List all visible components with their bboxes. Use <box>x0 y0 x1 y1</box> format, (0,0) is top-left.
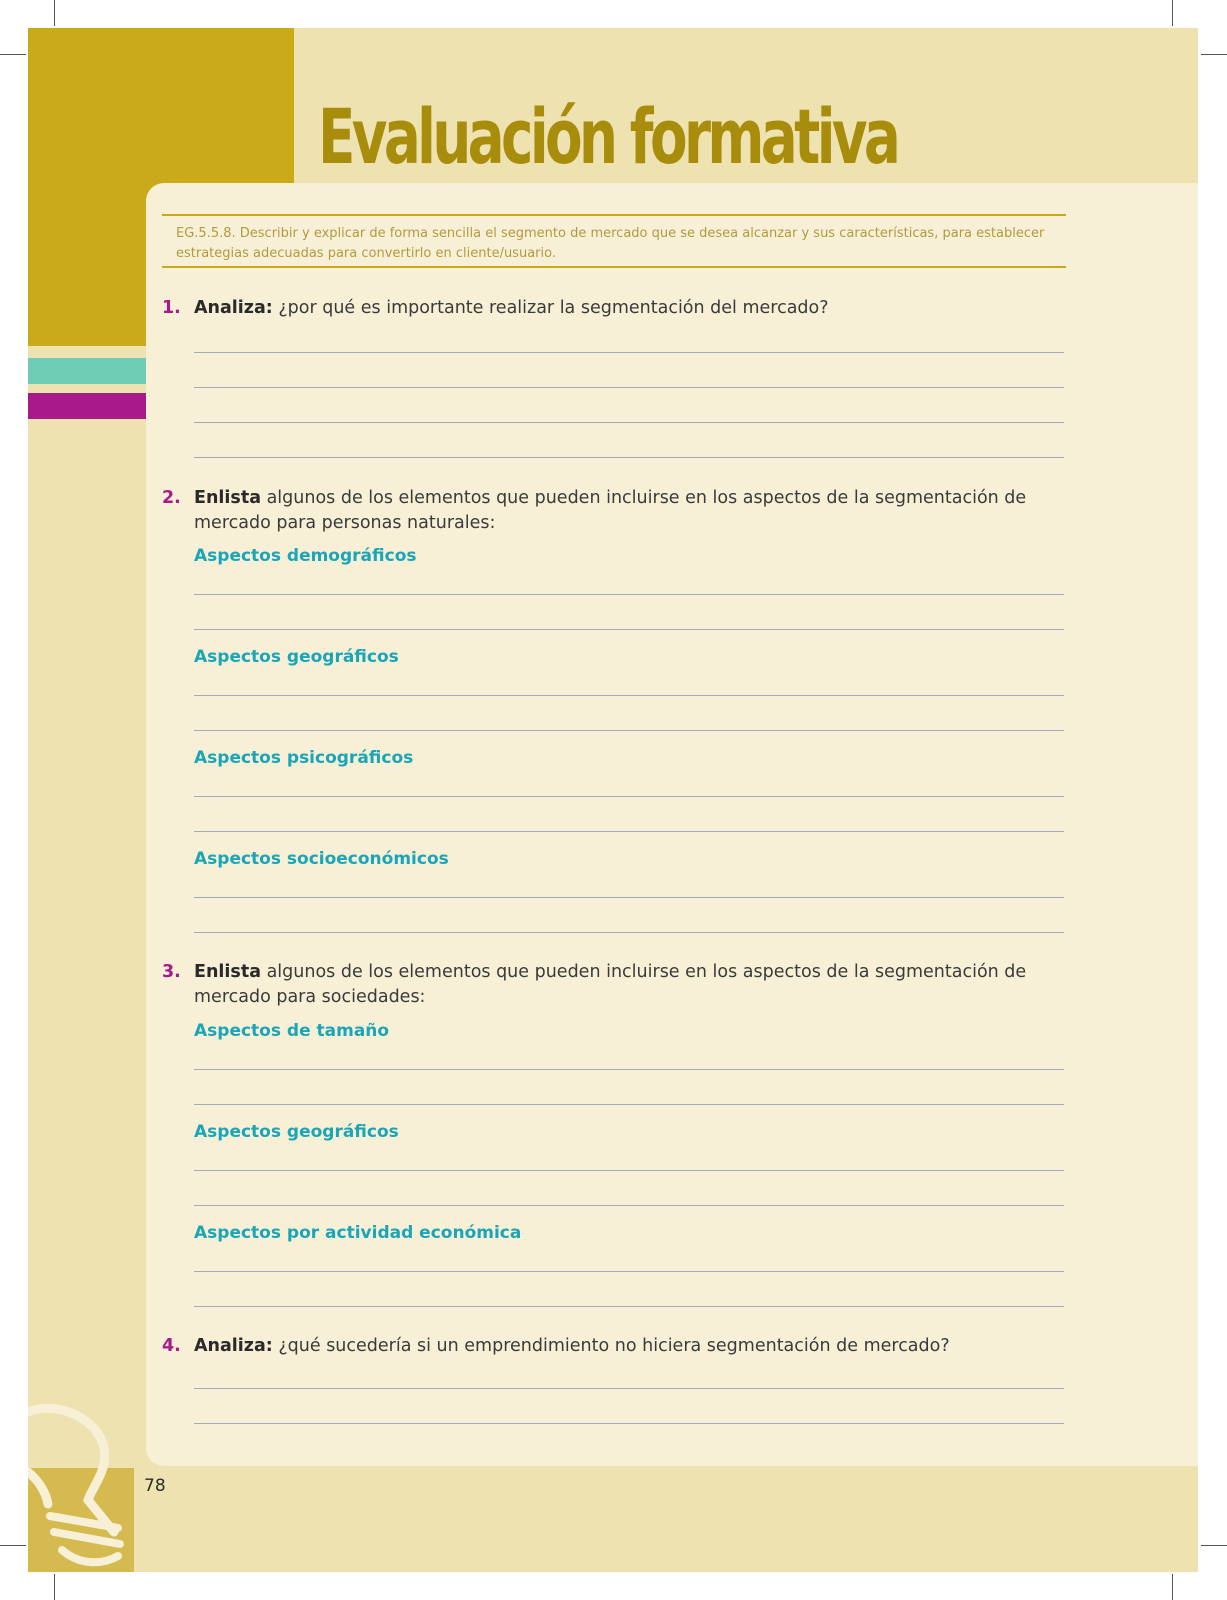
question-prompt: ¿qué sucedería si un emprendimiento no hiciera segmentación de mercado? <box>272 1336 950 1356</box>
answer-line[interactable] <box>194 796 1064 797</box>
question-prompt: algunos de los elementos que pueden incluirse en los aspectos de la segmentación de mercado para personas naturales: <box>194 488 1027 533</box>
answer-line[interactable] <box>194 695 1064 696</box>
question-number: 3. <box>162 962 181 982</box>
answer-line[interactable] <box>194 730 1064 731</box>
lightbulb-icon <box>28 1400 140 1572</box>
answer-line[interactable] <box>194 897 1064 898</box>
crop-mark <box>1201 1545 1227 1546</box>
teal-stripe <box>28 358 146 384</box>
question-number: 1. <box>162 298 181 318</box>
question-text <box>194 960 1066 1010</box>
answer-line[interactable] <box>194 1271 1064 1272</box>
answer-line[interactable] <box>194 1069 1064 1070</box>
answer-line[interactable] <box>194 1388 1064 1389</box>
answer-line[interactable] <box>194 387 1064 388</box>
subheading: Aspectos socioeconómicos <box>194 849 449 869</box>
question-verb: Enlista <box>194 488 262 508</box>
subheading: Aspectos demográficos <box>194 546 417 566</box>
question-prompt: ¿por qué es importante realizar la segmentación del mercado? <box>272 298 829 318</box>
answer-line[interactable] <box>194 1170 1064 1171</box>
subheading: Aspectos psicográficos <box>194 748 414 768</box>
subheading: Aspectos geográficos <box>194 647 399 667</box>
crop-mark <box>0 1545 26 1546</box>
question-number: 2. <box>162 488 181 508</box>
crop-mark <box>1201 54 1227 55</box>
crop-mark <box>1172 0 1173 26</box>
answer-line[interactable] <box>194 1306 1064 1307</box>
content-panel <box>146 183 1198 1466</box>
crop-mark <box>1172 1574 1173 1600</box>
question-3 <box>162 960 1066 1012</box>
answer-line[interactable] <box>194 831 1064 832</box>
crop-mark <box>54 0 55 26</box>
page-number: 78 <box>144 1476 166 1496</box>
question-number: 4. <box>162 1336 181 1356</box>
answer-line[interactable] <box>194 1423 1064 1424</box>
question-prompt: algunos de los elementos que pueden incluirse en los aspectos de la segmentación de mercado para sociedades: <box>194 962 1027 1007</box>
question-text <box>194 296 1066 321</box>
curriculum-standard: EG.5.5.8. Describir y explicar de forma sencilla el segmento de mercado que se desea alcanzar y sus características, para establecer estrategias adecuadas para convertirlo en cliente/usuario. <box>162 214 1066 268</box>
question-4 <box>162 1334 1066 1360</box>
crop-mark <box>0 54 26 55</box>
page-title: Evaluación formativa <box>318 92 898 181</box>
question-text <box>194 1334 1066 1359</box>
answer-line[interactable] <box>194 422 1064 423</box>
footer-band <box>134 1468 1198 1572</box>
answer-line[interactable] <box>194 1205 1064 1206</box>
answer-line[interactable] <box>194 457 1064 458</box>
answer-line[interactable] <box>194 1104 1064 1105</box>
answer-line[interactable] <box>194 594 1064 595</box>
question-verb: Enlista <box>194 962 262 982</box>
magenta-stripe <box>28 393 146 419</box>
answer-line[interactable] <box>194 352 1064 353</box>
subheading: Aspectos geográficos <box>194 1122 399 1142</box>
crop-mark <box>54 1574 55 1600</box>
question-1 <box>162 296 1066 322</box>
question-verb: Analiza: <box>194 298 273 318</box>
question-text <box>194 486 1066 536</box>
question-verb: Analiza: <box>194 1336 273 1356</box>
subheading: Aspectos de tamaño <box>194 1021 390 1041</box>
subheading: Aspectos por actividad económica <box>194 1223 522 1243</box>
answer-line[interactable] <box>194 629 1064 630</box>
answer-line[interactable] <box>194 932 1064 933</box>
question-2 <box>162 486 1066 538</box>
